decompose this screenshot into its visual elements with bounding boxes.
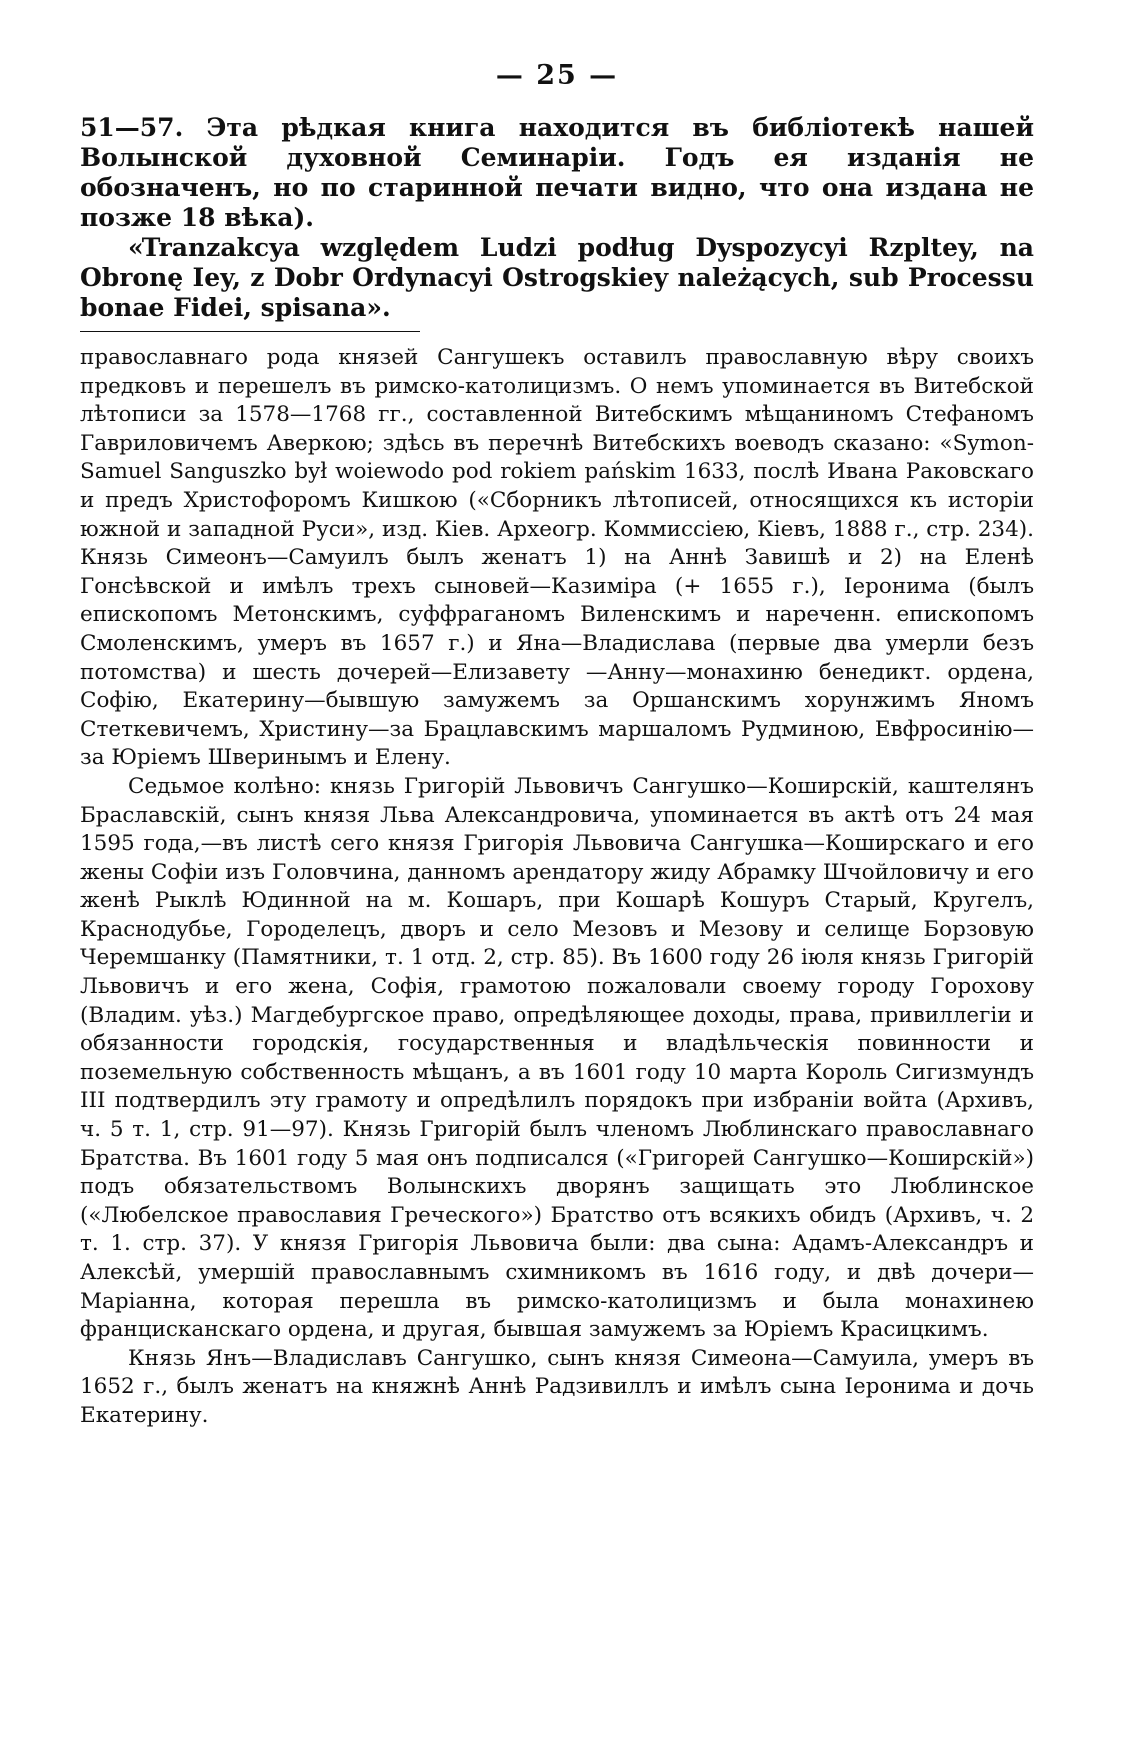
page-number: — 25 — [495, 60, 619, 91]
footnote-paragraph-sanguszko: православнаго рода князей Сангушекъ оставилъ православную вѣру своихъ предковъ и перешелъ въ римско-католицизмъ. О немъ упоминается въ Витебской лѣтописи за 1578—1768 гг., составленной Витебскимъ мѣщаниномъ Стефаномъ Гавриловичемъ Аверкою; здѣсь въ перечнѣ Витебскихъ воеводъ сказано: «Symon-Samuel Sanguszko był woiewodo pod rokiem pańskim 1633, послѣ Ивана Раковскаго и предъ Христофоромъ Кишкою («Сборникъ лѣтописей, относящихся къ исторіи южной и западной Руси», изд. Кіев. Археогр. Коммиссіею, Кіевъ, 1888 г., стр. 234). Князь Симеонъ—Самуилъ былъ женатъ 1) на Аннѣ Завишѣ и 2) на Еленѣ Гонсѣвской и имѣлъ трехъ сыновей—Казиміра (+ 1655 г.), Іеронима (былъ епископомъ Метонскимъ, суффраганомъ Виленскимъ и нареченн. епископомъ Смоленскимъ, умеръ въ 1657 г.) и Яна—Владислава (первые два умерли безъ потомства) и шесть дочерей—Елизавету —Анну—монахиню бенедикт. ордена, Софію, Екатерину—бывшую замужемъ за Оршанскимъ хорунжимъ Яномъ Стеткевичемъ, Христину—за Брацлавскимъ маршаломъ Рудминою, Евфросинію—за Юріемъ Шверинымъ и Елену. [80, 345, 1034, 771]
paragraph-tranzakcya: «Tranzakcya względem Ludzi podług Dyspozycyi Rzpltey, na Obronę Iey, z Dobr Ordynacyi Ostrogskiey należących, sub Processu bonae Fidei, spisana». [80, 233, 1034, 322]
paragraph-51-57: 51—57. Эта рѣдкая книга находится въ библіотекѣ нашей Волынской духовной Семинаріи. Годъ ея изданія не обозначенъ, но по старинной печати видно, что она издана не позже 18 вѣка). [80, 113, 1034, 232]
footnote-paragraph-seventh-generation: Седьмое колѣно: князь Григорій Львовичъ Сангушко—Коширскій, каштелянъ Браславскій, сынъ князя Льва Александровича, упоминается въ актѣ отъ 24 мая 1595 года,—въ листѣ сего князя Григорія Львовича Сангушка—Коширскаго и его жены Софіи изъ Головчина, данномъ арендатору жиду Абрамку Шчойловичу и его женѣ Рыклѣ Юдинной на м. Кошаръ, при Кошарѣ Кошуръ Старый, Кругелъ, Краснодубье, Городелецъ, дворъ и село Мезовъ и Мезову и селище Борзовую Черемшанку (Памятники, т. 1 отд. 2, стр. 85). Въ 1600 году 26 іюля князь Григорій Львовичъ и его жена, Софія, грамотою пожаловали своему городу Горохову (Владим. уѣз.) Магдебургское право, опредѣляющее доходы, права, привиллегіи и обязанности городскія, государственныя и владѣльческія повинности и поземельную собственность мѣщанъ, а въ 1601 году 10 марта Король Сигизмундъ III подтвердилъ эту грамоту и опредѣлилъ порядокъ при избраніи войта (Архивъ, ч. 5 т. 1, стр. 91—97). Князь Григорій былъ членомъ Люблинскаго православнаго Братства. Въ 1601 году 5 мая онъ подписался («Григорей Сангушко—Коширскій») подъ обязательствомъ Волынскихъ дворянъ защищать это Люблинское («Любелское православия Греческого») Братство отъ всякихъ обидъ (Архивъ, ч. 2 т. 1. стр. 37). У князя Григорія Львовича были: два сына: Адамъ-Александръ и Алексѣй, умершій православнымъ схимникомъ въ 1616 году, и двѣ дочери—Маріанна, которая перешла въ римско-католицизмъ и была монахинею францисканскаго ордена, и другая, бывшая замужемъ за Юріемъ Красицкимъ. [80, 773, 1034, 1343]
footnote-paragraph-yan-vladislav: Князь Янъ—Владиславъ Сангушко, сынъ князя Симеона—Самуила, умеръ въ 1652 г., былъ женатъ на княжнѣ Аннѣ Радзивиллъ и имѣлъ сына Іеронима и дочь Екатерину. [80, 1345, 1034, 1428]
footnote-block [80, 344, 1034, 1431]
footnote-separator [80, 331, 420, 332]
